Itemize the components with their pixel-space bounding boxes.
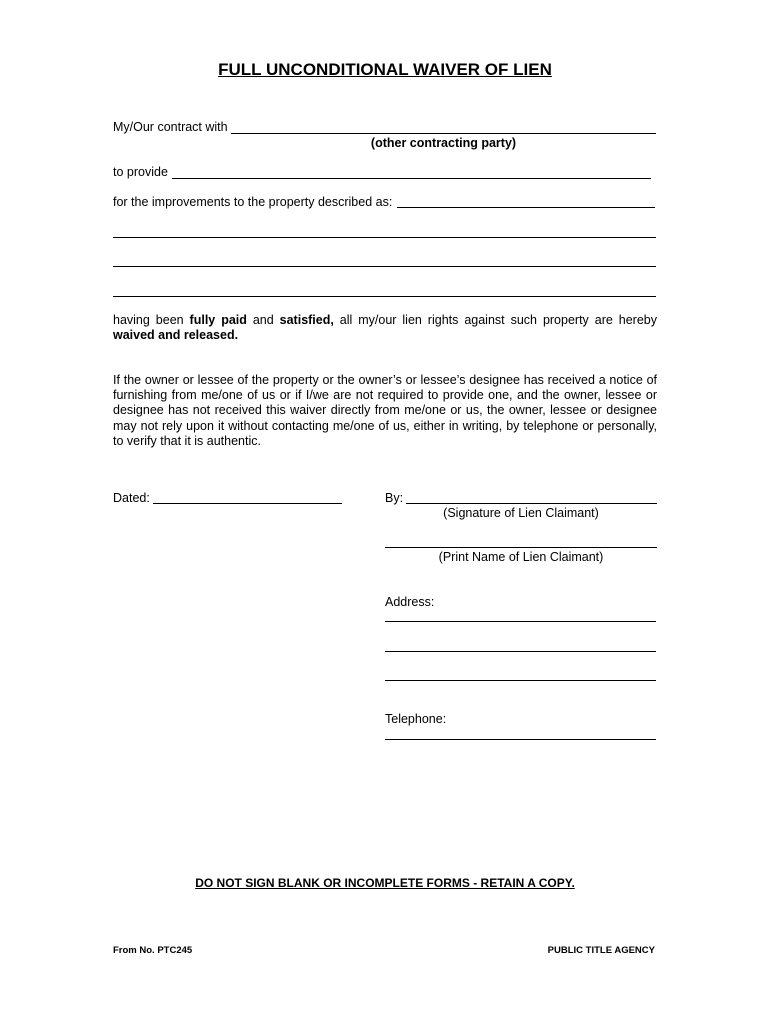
signature-caption: (Signature of Lien Claimant) — [443, 506, 599, 520]
other-party-caption: (other contracting party) — [370, 136, 517, 150]
paid-text-and: and — [246, 313, 280, 327]
property-description-field-3[interactable] — [113, 266, 656, 267]
address-field-1[interactable] — [385, 621, 656, 622]
property-description-field-4[interactable] — [113, 296, 656, 297]
form-number: From No. PTC245 — [113, 945, 193, 956]
satisfied-text: satisfied, — [279, 313, 334, 327]
telephone-field[interactable] — [385, 739, 656, 740]
contracting-party-field[interactable] — [231, 133, 656, 134]
waived-released-text: waived and released. — [113, 328, 239, 343]
provide-label: to provide — [113, 165, 168, 179]
form-title: FULL UNCONDITIONAL WAIVER OF LIEN — [218, 60, 552, 79]
fully-paid-text: fully paid — [189, 313, 247, 327]
print-name-field[interactable] — [385, 547, 657, 548]
date-field[interactable] — [153, 503, 342, 504]
dated-label: Dated: — [113, 491, 150, 505]
signature-field[interactable] — [406, 503, 657, 504]
address-field-2[interactable] — [385, 651, 656, 652]
retain-copy-warning: DO NOT SIGN BLANK OR INCOMPLETE FORMS - RETAIN A COPY. — [195, 876, 575, 890]
by-label: By: — [385, 491, 404, 505]
telephone-label: Telephone: — [385, 712, 447, 726]
agency-name: PUBLIC TITLE AGENCY — [547, 945, 655, 956]
provide-field[interactable] — [172, 178, 651, 179]
notice-paragraph: If the owner or lessee of the property or the owner’s or lessee’s designee has received a notice of furnishing from me/one of us or if I/we are not required to provide one, and the owner, lessee or designee has not received this waiver directly from me/one or us, the owner, lessee or designee may not rely upon it without contacting me/one of us, either in writing, by telephone or personally, to verify that it is authentic. — [113, 373, 657, 448]
paid-paragraph — [113, 313, 657, 343]
contract-with-label: My/Our contract with — [113, 120, 228, 134]
paid-text-post: all my/our lien rights against such property are hereby — [333, 313, 657, 327]
property-description-field-2[interactable] — [113, 237, 656, 238]
improvements-label: for the improvements to the property described as: — [113, 195, 393, 209]
paid-text-pre: having been — [113, 313, 190, 327]
property-description-field-1[interactable] — [397, 207, 655, 208]
address-label: Address: — [385, 595, 435, 609]
address-field-3[interactable] — [385, 680, 656, 681]
print-name-caption: (Print Name of Lien Claimant) — [438, 550, 604, 564]
